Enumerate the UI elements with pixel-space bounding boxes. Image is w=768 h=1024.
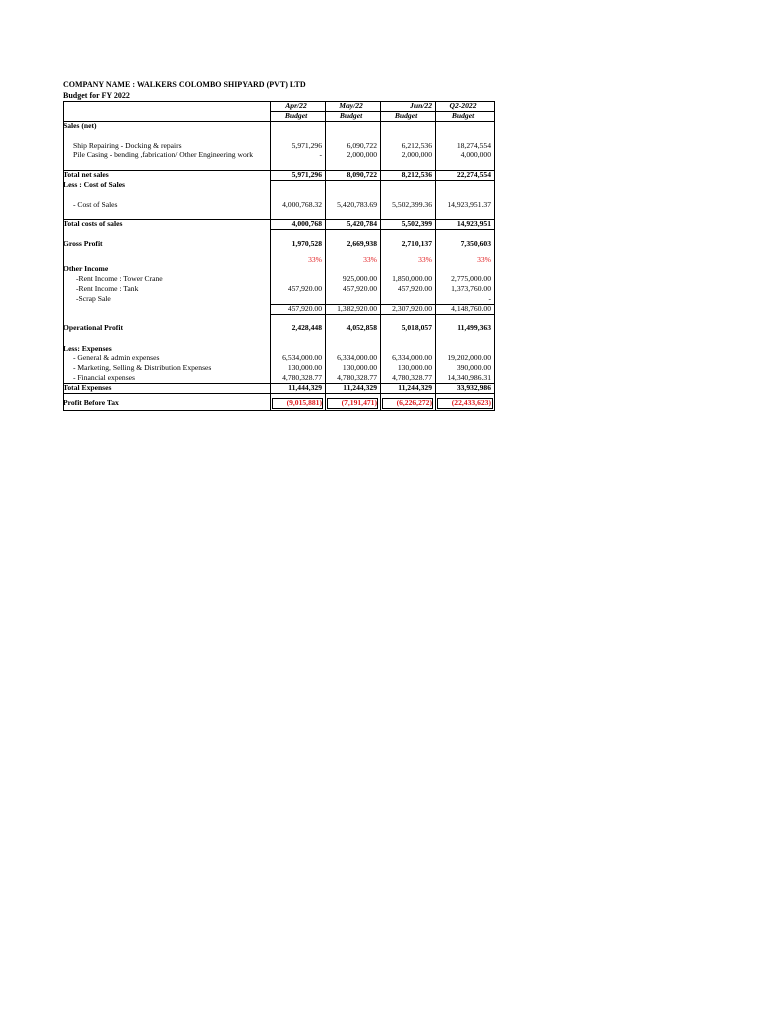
table-cell: 1,850,000.00 (392, 274, 432, 283)
cost-of-sales-label: - Cost of Sales (73, 200, 118, 209)
table-cell: 6,334,000.00 (392, 353, 432, 362)
table-cell: 457,920.00 (397, 284, 432, 293)
table-cell: 6,334,000.00 (337, 353, 377, 362)
table-cell: 5,502,399.36 (392, 200, 432, 209)
table-cell: 925,000.00 (342, 274, 377, 283)
row-divider (270, 314, 495, 315)
table-cell: 4,780,328.77 (337, 373, 377, 382)
table-cell: 1,373,760.00 (451, 284, 491, 293)
table-left-border (63, 101, 64, 410)
table-cell: 4,000,768.32 (282, 200, 322, 209)
table-cell: 1,970,528 (291, 239, 322, 248)
table-cell: (7,191,471) (341, 398, 377, 407)
table-cell: (22,433,623) (451, 398, 491, 407)
table-cell: 11,499,363 (457, 323, 491, 332)
admin-expenses-label: - General & admin expenses (73, 353, 160, 362)
row-divider (270, 229, 495, 230)
col-header-period: May/22 (339, 101, 363, 110)
table-cell: 5,018,057 (401, 323, 432, 332)
marketing-expenses-label: - Marketing, Selling & Distribution Expenses (73, 363, 212, 372)
table-cell: 1,382,920.00 (337, 304, 377, 313)
table-cell: 6,534,000.00 (282, 353, 322, 362)
budget-table (63, 101, 495, 411)
table-cell: 14,923,951.37 (447, 200, 491, 209)
col-header-period: Q2-2022 (449, 101, 477, 110)
pile-casing-label: Pile Casing - bending ,fabrication/ Other Engineering work (73, 150, 254, 159)
table-cell: 5,971,296 (291, 170, 322, 179)
table-cell: 18,274,554 (456, 141, 491, 150)
operational-profit-label: Operational Profit (63, 323, 123, 332)
table-cell: - (488, 294, 491, 303)
tower-crane-label: -Rent Income : Tower Crane (76, 274, 163, 283)
budget-title: Budget for FY 2022 (63, 91, 130, 100)
table-cell: 4,148,760.00 (451, 304, 491, 313)
table-cell: 14,923,951 (456, 219, 491, 228)
table-cell: 2,000,000 (401, 150, 432, 159)
table-cell: 4,000,768 (291, 219, 322, 228)
table-cell: 457,920.00 (287, 304, 322, 313)
cost-of-sales-heading: Less : Cost of Sales (63, 180, 126, 189)
expenses-heading: Less: Expenses (63, 344, 112, 353)
table-cell: 4,052,858 (346, 323, 377, 332)
table-cell: 5,502,399 (401, 219, 432, 228)
table-cell: 6,090,722 (346, 141, 377, 150)
table-cell: 7,350,603 (460, 239, 491, 248)
ship-repairing-label: Ship Repairing - Docking & repairs (73, 141, 182, 150)
table-cell: 457,920.00 (342, 284, 377, 293)
table-bottom-border (63, 410, 495, 411)
table-cell: 11,244,329 (343, 383, 377, 392)
table-cell: 11,444,329 (288, 383, 322, 392)
table-cell: (6,226,272) (396, 398, 432, 407)
col-header-type: Budget (339, 111, 363, 120)
financial-expenses-label: - Financial expenses (73, 373, 135, 382)
table-cell: 4,780,328.77 (392, 373, 432, 382)
company-title: COMPANY NAME : WALKERS COLOMBO SHIPYARD (PVT) LTD (63, 80, 306, 89)
gross-profit-label: Gross Profit (63, 239, 103, 248)
table-cell: 2,307,920.00 (392, 304, 432, 313)
gross-margin: 33% (308, 255, 322, 264)
table-cell: 2,000,000 (346, 150, 377, 159)
table-cell: 2,710,137 (401, 239, 432, 248)
total-net-sales-label: Total net sales (63, 170, 109, 179)
other-income-heading: Other Income (63, 264, 109, 273)
total-expenses-label: Total Expenses (63, 383, 112, 392)
col-header-type: Budget (394, 111, 418, 120)
table-right-border (494, 101, 495, 410)
header-bottom-border (63, 121, 495, 122)
table-cell: 4,000,000 (460, 150, 491, 159)
gross-margin: 33% (477, 255, 491, 264)
table-cell: 14,340,986.31 (447, 373, 491, 382)
row-divider (63, 393, 495, 394)
table-cell: 2,669,938 (346, 239, 377, 248)
sales-heading: Sales (net) (63, 121, 97, 130)
table-cell: 5,971,296 (291, 141, 322, 150)
table-cell: 130,000.00 (287, 363, 322, 372)
table-cell: 33,932,986 (456, 383, 491, 392)
table-cell: 6,212,536 (401, 141, 432, 150)
table-cell: 2,775,000.00 (451, 274, 491, 283)
table-cell: 2,428,448 (291, 323, 322, 332)
profit-before-tax-label: Profit Before Tax (63, 398, 119, 407)
table-cell: 130,000.00 (397, 363, 432, 372)
table-cell: - (319, 150, 322, 159)
gross-margin: 33% (418, 255, 432, 264)
col-header-type: Budget (451, 111, 475, 120)
total-costs-label: Total costs of sales (63, 219, 123, 228)
col-header-type: Budget (284, 111, 308, 120)
table-cell: 4,780,328.77 (282, 373, 322, 382)
table-cell: 5,420,783.69 (337, 200, 377, 209)
row-divider (270, 180, 495, 181)
col-header-period: Jun/22 (410, 101, 432, 110)
table-cell: 11,244,329 (398, 383, 432, 392)
table-cell: 8,090,722 (346, 170, 377, 179)
table-cell: 8,212,536 (401, 170, 432, 179)
table-cell: 5,420,784 (346, 219, 377, 228)
gross-margin: 33% (363, 255, 377, 264)
table-cell: 390,000.00 (456, 363, 491, 372)
table-cell: 19,202,000.00 (447, 353, 491, 362)
table-cell: 130,000.00 (342, 363, 377, 372)
table-cell: (9,015,881) (286, 398, 322, 407)
col-header-period: Apr/22 (285, 101, 307, 110)
tank-label: -Rent Income : Tank (76, 284, 139, 293)
table-cell: 457,920.00 (287, 284, 322, 293)
table-cell: 22,274,554 (456, 170, 491, 179)
scrap-sale-label: -Scrap Sale (76, 294, 111, 303)
